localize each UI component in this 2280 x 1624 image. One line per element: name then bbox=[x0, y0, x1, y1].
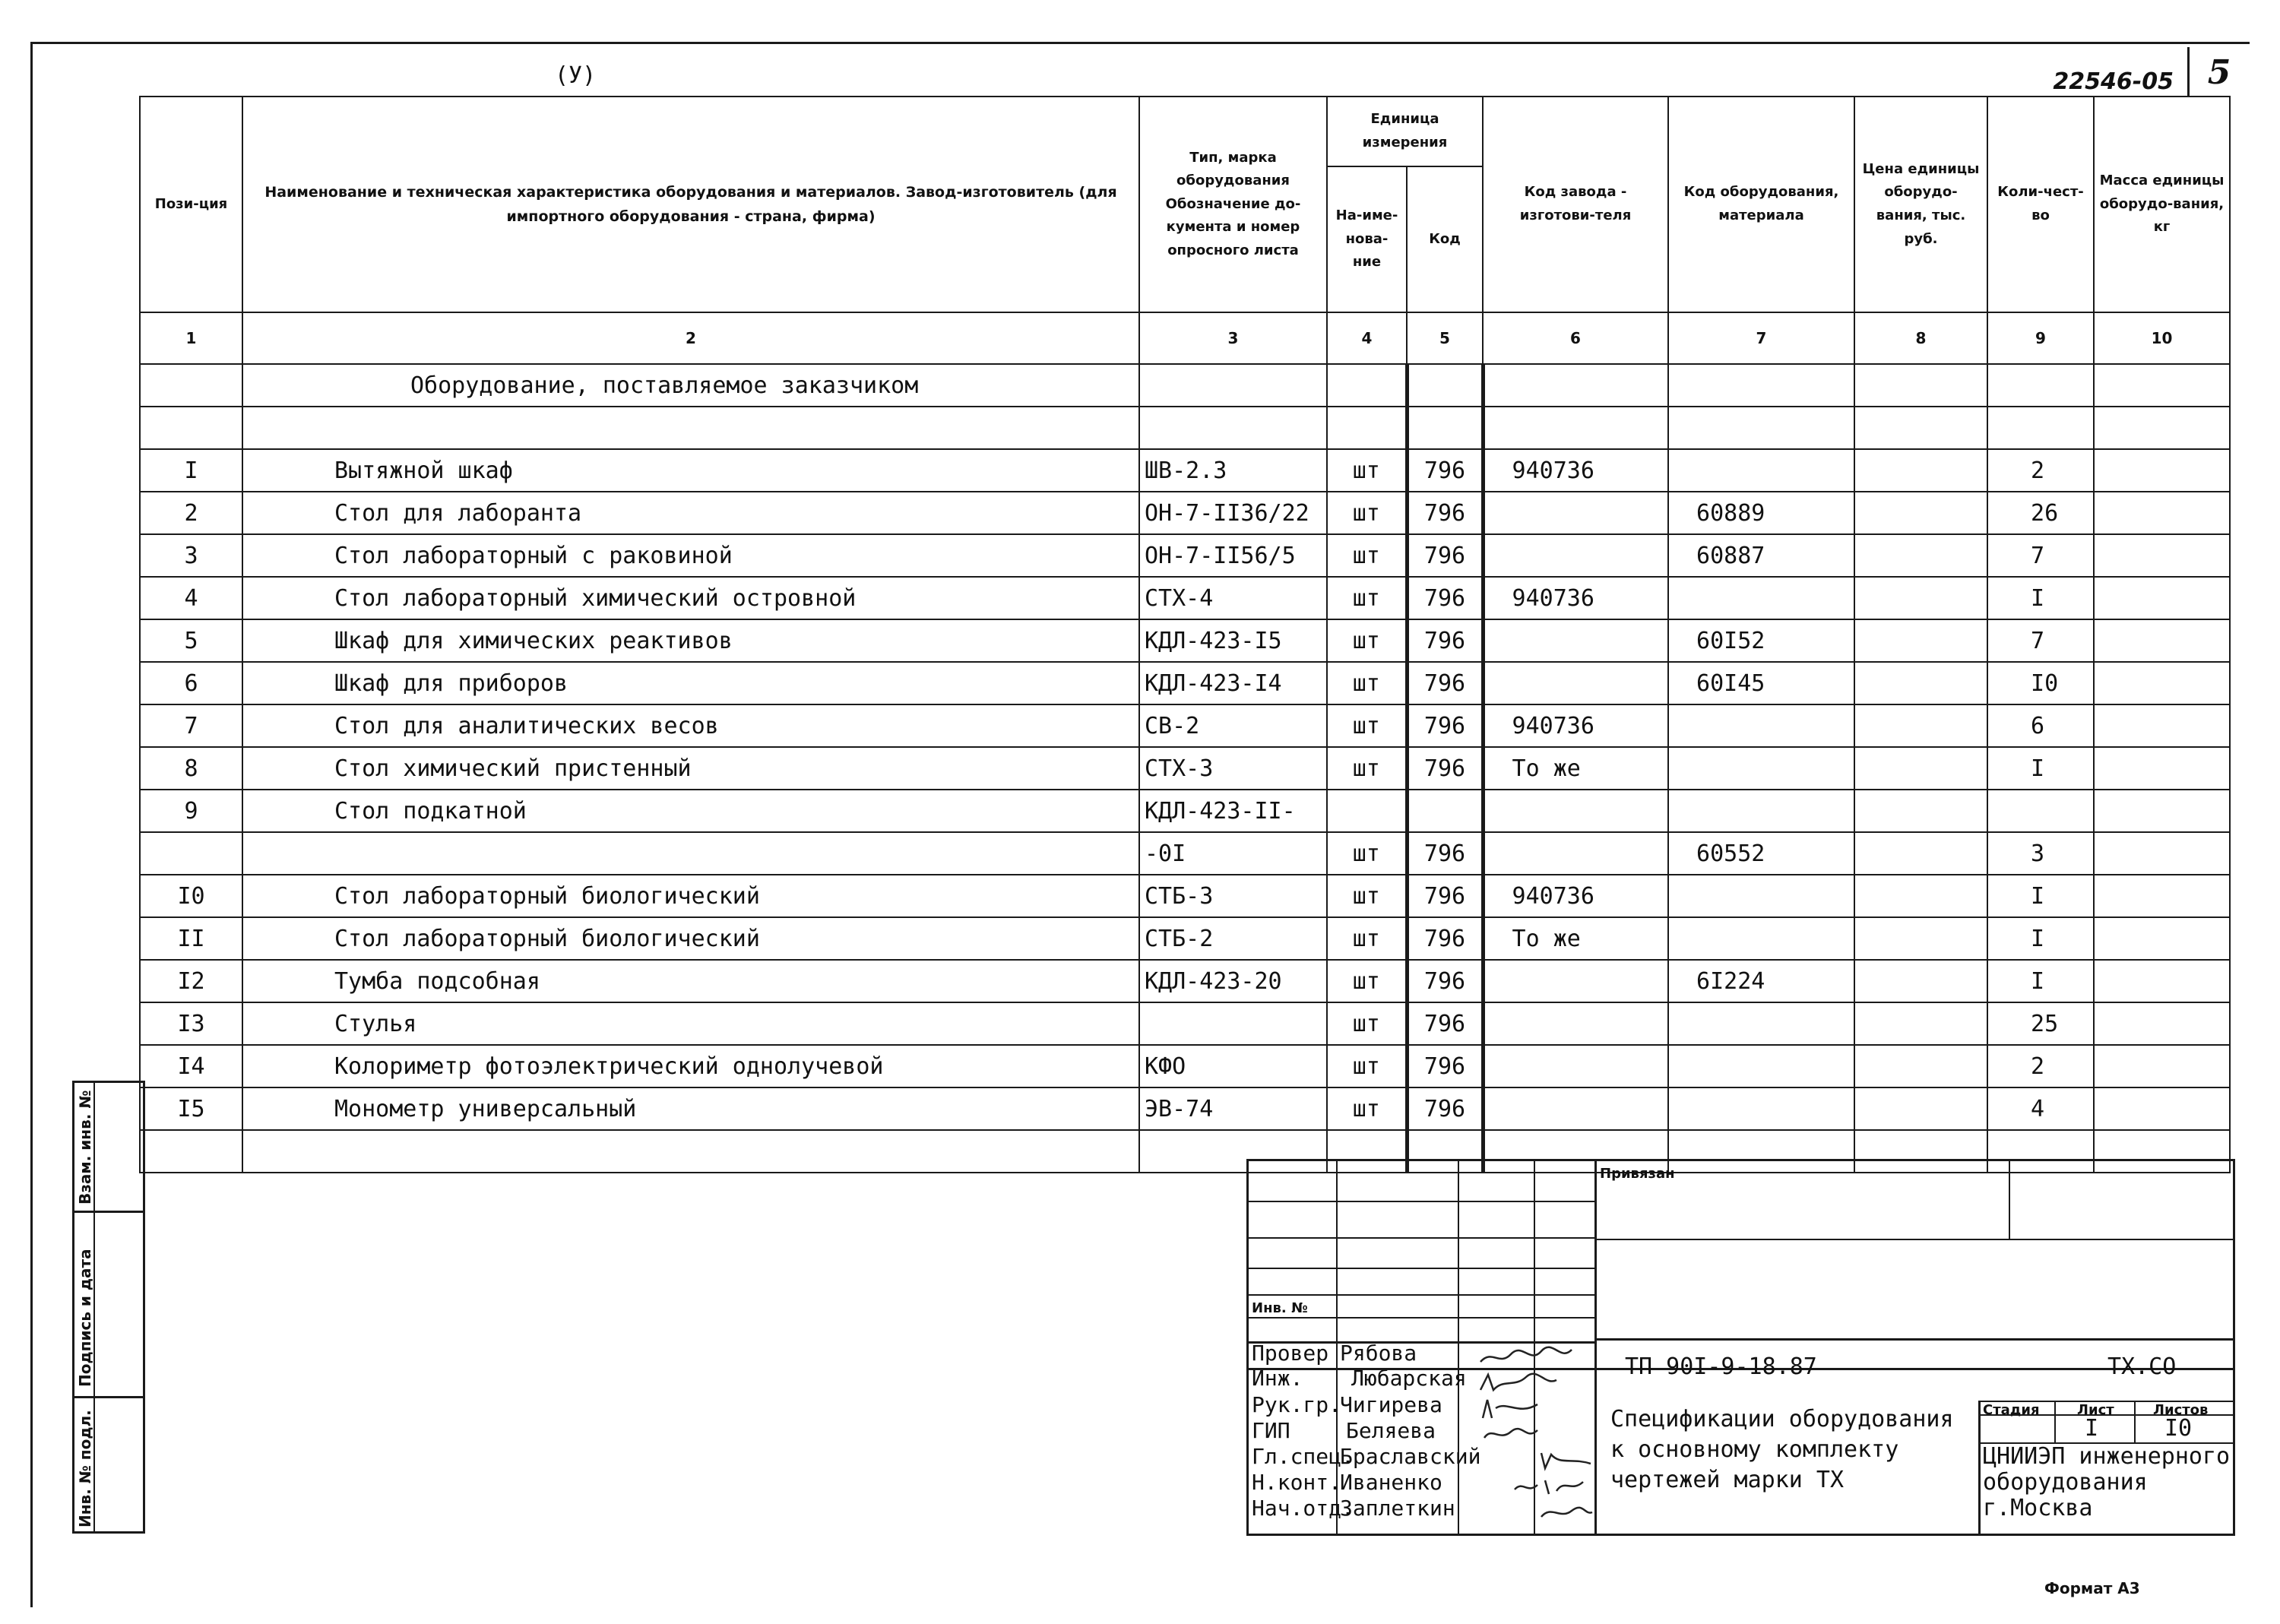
cell-mass bbox=[2094, 577, 2230, 619]
document-title: Спецификации оборудования к основному комплекту чертежей марки ТХ bbox=[1610, 1406, 1954, 1493]
cell-pos: 7 bbox=[140, 704, 242, 747]
cell-pos: 5 bbox=[140, 619, 242, 662]
project-code: ТП 90I-9-18.87 bbox=[1625, 1353, 1817, 1380]
cell-equip-code bbox=[1668, 449, 1854, 492]
role-label: Н.конт. bbox=[1252, 1470, 1342, 1495]
title-block bbox=[1246, 1159, 2235, 1536]
cell-unit-code bbox=[1407, 790, 1483, 832]
cell-pos: I4 bbox=[140, 1045, 242, 1087]
cell-price bbox=[1854, 662, 1987, 704]
cell-price bbox=[1854, 917, 1987, 960]
col-header-type: Тип, марка оборудования Обозначение до-кумента и номер опросного листа bbox=[1139, 97, 1327, 312]
cell-name: Тумба подсобная bbox=[242, 960, 1139, 1002]
role-person: Браславский bbox=[1340, 1444, 1481, 1469]
cell-equip-code: 60I52 bbox=[1668, 619, 1854, 662]
cell-type: СТБ-3 bbox=[1139, 875, 1327, 917]
cell-unit: шт bbox=[1327, 577, 1407, 619]
cell-name: Вытяжной шкаф bbox=[242, 449, 1139, 492]
cell-mass bbox=[2094, 747, 2230, 790]
signature-scribble bbox=[1477, 1397, 1545, 1420]
cell-name: Стол лабораторный с раковиной bbox=[242, 534, 1139, 577]
cell-equip-code: 60I45 bbox=[1668, 662, 1854, 704]
cell-name: Стол для лаборанта bbox=[242, 492, 1139, 534]
col-number: 9 bbox=[1987, 312, 2094, 364]
cell-pos: I3 bbox=[140, 1002, 242, 1045]
cell-factory-code bbox=[1483, 619, 1668, 662]
cell-factory-code: 940736 bbox=[1483, 704, 1668, 747]
cell-factory-code bbox=[1483, 492, 1668, 534]
cell-equip-code bbox=[1668, 1002, 1854, 1045]
cell-unit: шт bbox=[1327, 1002, 1407, 1045]
col-header-qty: Коли-чест-во bbox=[1987, 97, 2094, 312]
cell-price bbox=[1854, 1087, 1987, 1130]
col-number: 1 bbox=[140, 312, 242, 364]
role-label: Нач.отд. bbox=[1252, 1496, 1354, 1521]
cell-qty: 6 bbox=[1987, 704, 2094, 747]
cell-unit-code: 796 bbox=[1407, 492, 1483, 534]
sheet-value: I bbox=[2085, 1415, 2099, 1442]
cell-qty: I0 bbox=[1987, 662, 2094, 704]
left-sidebar-stamp bbox=[72, 1081, 145, 1534]
table-row bbox=[140, 832, 2230, 875]
cell-unit: шт bbox=[1327, 662, 1407, 704]
sidebar-podpis: Подпись и дата bbox=[76, 1249, 94, 1387]
table-row bbox=[140, 1087, 2230, 1130]
cell-price bbox=[1854, 790, 1987, 832]
table-row bbox=[140, 917, 2230, 960]
col-number: 6 bbox=[1483, 312, 1668, 364]
privyazan-label: Привязан bbox=[1600, 1166, 1675, 1182]
cell-factory-code: 940736 bbox=[1483, 449, 1668, 492]
cell-mass bbox=[2094, 1002, 2230, 1045]
cell-factory-code bbox=[1483, 1045, 1668, 1087]
sheetno-box-left bbox=[2187, 47, 2190, 97]
cell-mass bbox=[2094, 662, 2230, 704]
cell-type: СВ-2 bbox=[1139, 704, 1327, 747]
cell-type: ОН-7-II36/22 bbox=[1139, 492, 1327, 534]
signature-scribble bbox=[1537, 1500, 1594, 1523]
cell-mass bbox=[2094, 619, 2230, 662]
cell-name: Шкаф для приборов bbox=[242, 662, 1139, 704]
cell-equip-code bbox=[1668, 1045, 1854, 1087]
col-number: 3 bbox=[1139, 312, 1327, 364]
cell-unit-code: 796 bbox=[1407, 577, 1483, 619]
cell-type: СТБ-2 bbox=[1139, 917, 1327, 960]
cell-type: ОН-7-II56/5 bbox=[1139, 534, 1327, 577]
cell-type: СТХ-4 bbox=[1139, 577, 1327, 619]
cell-qty: I bbox=[1987, 960, 2094, 1002]
sidebar-inv-podl: Инв. № подл. bbox=[76, 1410, 94, 1527]
cell-mass bbox=[2094, 492, 2230, 534]
cell-price bbox=[1854, 449, 1987, 492]
cell-factory-code bbox=[1483, 1087, 1668, 1130]
cell-qty: 25 bbox=[1987, 1002, 2094, 1045]
cell-qty: I bbox=[1987, 577, 2094, 619]
cell-unit-code: 796 bbox=[1407, 534, 1483, 577]
inv-no-label: Инв. № bbox=[1252, 1300, 1308, 1316]
cell-factory-code bbox=[1483, 662, 1668, 704]
col-number: 10 bbox=[2094, 312, 2230, 364]
cell-unit: шт bbox=[1327, 492, 1407, 534]
table-row bbox=[140, 1045, 2230, 1087]
cell-equip-code bbox=[1668, 747, 1854, 790]
cell-factory-code bbox=[1483, 790, 1668, 832]
cell-price bbox=[1854, 534, 1987, 577]
cell-unit bbox=[1327, 790, 1407, 832]
cell-unit: шт bbox=[1327, 1045, 1407, 1087]
cell-name: Шкаф для химических реактивов bbox=[242, 619, 1139, 662]
cell-pos bbox=[140, 832, 242, 875]
cell-unit: шт bbox=[1327, 832, 1407, 875]
cell-type bbox=[1139, 1002, 1327, 1045]
cell-mass bbox=[2094, 449, 2230, 492]
cell-type: -0I bbox=[1139, 832, 1327, 875]
cell-factory-code: То же bbox=[1483, 917, 1668, 960]
cell-price bbox=[1854, 492, 1987, 534]
signature-scribble bbox=[1477, 1345, 1575, 1368]
role-person: Иваненко bbox=[1340, 1470, 1442, 1495]
cell-type: КДЛ-423-I5 bbox=[1139, 619, 1327, 662]
cell-price bbox=[1854, 875, 1987, 917]
cell-equip-code: 60889 bbox=[1668, 492, 1854, 534]
role-label: Провер bbox=[1252, 1341, 1329, 1366]
cell-price bbox=[1854, 960, 1987, 1002]
col-number: 7 bbox=[1668, 312, 1854, 364]
cell-factory-code bbox=[1483, 832, 1668, 875]
cell-unit: шт bbox=[1327, 875, 1407, 917]
cell-unit-code: 796 bbox=[1407, 832, 1483, 875]
cell-unit: шт bbox=[1327, 534, 1407, 577]
cell-equip-code bbox=[1668, 704, 1854, 747]
col-header-mass: Масса единицы оборудо-вания, кг bbox=[2094, 97, 2230, 312]
cell-name: Стол химический пристенный bbox=[242, 747, 1139, 790]
cell-mass bbox=[2094, 832, 2230, 875]
format-label: Формат А3 bbox=[2044, 1579, 2140, 1597]
cell-type: КДЛ-423-20 bbox=[1139, 960, 1327, 1002]
cell-pos: 3 bbox=[140, 534, 242, 577]
cell-qty: 2 bbox=[1987, 1045, 2094, 1087]
cell-mass bbox=[2094, 1045, 2230, 1087]
cell-equip-code bbox=[1668, 917, 1854, 960]
table-row bbox=[140, 662, 2230, 704]
cell-pos: 4 bbox=[140, 577, 242, 619]
cell-pos: 9 bbox=[140, 790, 242, 832]
cell-type: ШВ-2.3 bbox=[1139, 449, 1327, 492]
role-person: Рябова bbox=[1340, 1341, 1417, 1366]
cell-qty: 7 bbox=[1987, 619, 2094, 662]
cell-name: Стол подкатной bbox=[242, 790, 1139, 832]
cell-unit-code: 796 bbox=[1407, 619, 1483, 662]
role-person: Беляева bbox=[1346, 1418, 1436, 1443]
sheet-number: 5 bbox=[2207, 53, 2231, 92]
table-row bbox=[140, 492, 2230, 534]
frame-top bbox=[30, 42, 2250, 44]
cell-unit-code: 796 bbox=[1407, 875, 1483, 917]
specification-table bbox=[139, 96, 2231, 1173]
organization: ЦНИИЭП инженерного оборудования г.Москва bbox=[1983, 1443, 2231, 1521]
sheet-label: Лист bbox=[2077, 1402, 2114, 1418]
cell-unit-code: 796 bbox=[1407, 960, 1483, 1002]
cell-pos: I bbox=[140, 449, 242, 492]
cell-unit: шт bbox=[1327, 1087, 1407, 1130]
cell-factory-code bbox=[1483, 1002, 1668, 1045]
cell-price bbox=[1854, 832, 1987, 875]
cell-qty: 4 bbox=[1987, 1087, 2094, 1130]
cell-unit: шт bbox=[1327, 704, 1407, 747]
role-person: Заплеткин bbox=[1340, 1496, 1455, 1521]
cell-unit-code: 796 bbox=[1407, 1002, 1483, 1045]
cell-qty: I bbox=[1987, 917, 2094, 960]
cell-price bbox=[1854, 1045, 1987, 1087]
role-label: Гл.спец. bbox=[1252, 1444, 1354, 1469]
sidebar-vzam: Взам. инв. № bbox=[76, 1090, 94, 1205]
cell-name: Колориметр фотоэлектрический однолучевой bbox=[242, 1045, 1139, 1087]
table-row bbox=[140, 790, 2230, 832]
cell-type: СТХ-3 bbox=[1139, 747, 1327, 790]
cell-pos: 6 bbox=[140, 662, 242, 704]
col-header-price: Цена единицы оборудо-вания, тыс. руб. bbox=[1854, 97, 1987, 312]
cell-equip-code bbox=[1668, 577, 1854, 619]
table-row bbox=[140, 704, 2230, 747]
role-label: Рук.гр. bbox=[1252, 1392, 1342, 1417]
cell-equip-code bbox=[1668, 875, 1854, 917]
cell-equip-code: 60887 bbox=[1668, 534, 1854, 577]
table-row bbox=[140, 577, 2230, 619]
col-header-factory: Код завода - изготови-теля bbox=[1483, 97, 1668, 312]
table-row bbox=[140, 1002, 2230, 1045]
cell-price bbox=[1854, 619, 1987, 662]
cell-type: КДЛ-423-I4 bbox=[1139, 662, 1327, 704]
col-header-equip: Код оборудования, материала bbox=[1668, 97, 1854, 312]
cell-qty: I bbox=[1987, 747, 2094, 790]
cell-unit-code: 796 bbox=[1407, 747, 1483, 790]
cell-qty: 26 bbox=[1987, 492, 2094, 534]
cell-unit-code: 796 bbox=[1407, 1087, 1483, 1130]
cell-pos: 2 bbox=[140, 492, 242, 534]
cell-price bbox=[1854, 747, 1987, 790]
mark-code: ТХ.СО bbox=[2107, 1353, 2177, 1380]
cell-factory-code: 940736 bbox=[1483, 875, 1668, 917]
cell-name: Стол лабораторный химический островной bbox=[242, 577, 1139, 619]
cell-pos: I0 bbox=[140, 875, 242, 917]
cell-name: Стол для аналитических весов bbox=[242, 704, 1139, 747]
role-label: ГИП bbox=[1252, 1418, 1290, 1443]
cell-mass bbox=[2094, 875, 2230, 917]
cell-factory-code: То же bbox=[1483, 747, 1668, 790]
spec-body bbox=[140, 449, 2230, 1130]
col-header-pos: Пози-ция bbox=[140, 97, 242, 312]
table-row bbox=[140, 960, 2230, 1002]
sheets-label: Листов bbox=[2153, 1402, 2209, 1418]
cell-pos: I5 bbox=[140, 1087, 242, 1130]
table-header-row bbox=[140, 97, 2230, 166]
table-row bbox=[140, 747, 2230, 790]
role-person: Чигирева bbox=[1340, 1392, 1442, 1417]
col-header-unit-name: На-име-нова-ние bbox=[1327, 166, 1407, 312]
signature-scribble bbox=[1537, 1448, 1594, 1471]
section-title: Оборудование, поставляемое заказчиком bbox=[242, 364, 1139, 407]
cell-name: Монометр универсальный bbox=[242, 1087, 1139, 1130]
cell-type: КФО bbox=[1139, 1045, 1327, 1087]
cell-factory-code: 940736 bbox=[1483, 577, 1668, 619]
section-row bbox=[140, 364, 2230, 407]
cell-qty: 2 bbox=[1987, 449, 2094, 492]
table-row bbox=[140, 449, 2230, 492]
cell-qty: 7 bbox=[1987, 534, 2094, 577]
cell-unit-code: 796 bbox=[1407, 662, 1483, 704]
cell-name: Стулья bbox=[242, 1002, 1139, 1045]
cell-mass bbox=[2094, 917, 2230, 960]
cell-unit: шт bbox=[1327, 917, 1407, 960]
signature-scribble bbox=[1477, 1371, 1560, 1394]
cell-unit-code: 796 bbox=[1407, 704, 1483, 747]
doc-code: 22546-05 bbox=[2053, 68, 2174, 95]
cell-unit: шт bbox=[1327, 449, 1407, 492]
cell-mass bbox=[2094, 790, 2230, 832]
mark-label: (У) bbox=[555, 62, 597, 89]
cell-equip-code bbox=[1668, 790, 1854, 832]
cell-pos: 8 bbox=[140, 747, 242, 790]
col-header-unit-code: Код bbox=[1407, 166, 1483, 312]
col-number: 8 bbox=[1854, 312, 1987, 364]
cell-name: Стол лабораторный биологический bbox=[242, 875, 1139, 917]
sheets-value: I0 bbox=[2164, 1415, 2193, 1442]
cell-qty: I bbox=[1987, 875, 2094, 917]
cell-factory-code bbox=[1483, 960, 1668, 1002]
role-label: Инж. bbox=[1252, 1366, 1303, 1391]
table-row bbox=[140, 875, 2230, 917]
cell-mass bbox=[2094, 704, 2230, 747]
cell-qty: 3 bbox=[1987, 832, 2094, 875]
col-header-name: Наименование и техническая характеристика оборудования и материалов. Завод-изготовитель (для импортного оборудования - страна, фирма) bbox=[242, 97, 1139, 312]
blank-row bbox=[140, 407, 2230, 449]
cell-equip-code bbox=[1668, 1087, 1854, 1130]
cell-equip-code: 60552 bbox=[1668, 832, 1854, 875]
table-row bbox=[140, 534, 2230, 577]
col-number: 4 bbox=[1327, 312, 1407, 364]
stage-label: Стадия bbox=[1983, 1402, 2040, 1418]
cell-name: Стол лабораторный биологический bbox=[242, 917, 1139, 960]
col-number: 5 bbox=[1407, 312, 1483, 364]
cell-type: ЭВ-74 bbox=[1139, 1087, 1327, 1130]
cell-name bbox=[242, 832, 1139, 875]
cell-mass bbox=[2094, 1087, 2230, 1130]
cell-unit-code: 796 bbox=[1407, 1045, 1483, 1087]
cell-price bbox=[1854, 577, 1987, 619]
signature-scribble bbox=[1511, 1474, 1587, 1497]
frame-left bbox=[30, 42, 33, 1607]
cell-unit: шт bbox=[1327, 747, 1407, 790]
cell-price bbox=[1854, 704, 1987, 747]
col-number: 2 bbox=[242, 312, 1139, 364]
cell-unit-code: 796 bbox=[1407, 449, 1483, 492]
cell-unit-code: 796 bbox=[1407, 917, 1483, 960]
role-person: Любарская bbox=[1351, 1366, 1467, 1391]
cell-price bbox=[1854, 1002, 1987, 1045]
cell-pos: I2 bbox=[140, 960, 242, 1002]
col-header-unit: Единица измерения bbox=[1327, 97, 1483, 166]
signature-scribble bbox=[1480, 1423, 1541, 1445]
cell-unit: шт bbox=[1327, 960, 1407, 1002]
cell-equip-code: 6I224 bbox=[1668, 960, 1854, 1002]
cell-pos: II bbox=[140, 917, 242, 960]
cell-mass bbox=[2094, 534, 2230, 577]
table-row bbox=[140, 619, 2230, 662]
column-number-row bbox=[140, 312, 2230, 364]
cell-type: КДЛ-423-II- bbox=[1139, 790, 1327, 832]
cell-factory-code bbox=[1483, 534, 1668, 577]
cell-unit: шт bbox=[1327, 619, 1407, 662]
cell-mass bbox=[2094, 960, 2230, 1002]
cell-qty bbox=[1987, 790, 2094, 832]
